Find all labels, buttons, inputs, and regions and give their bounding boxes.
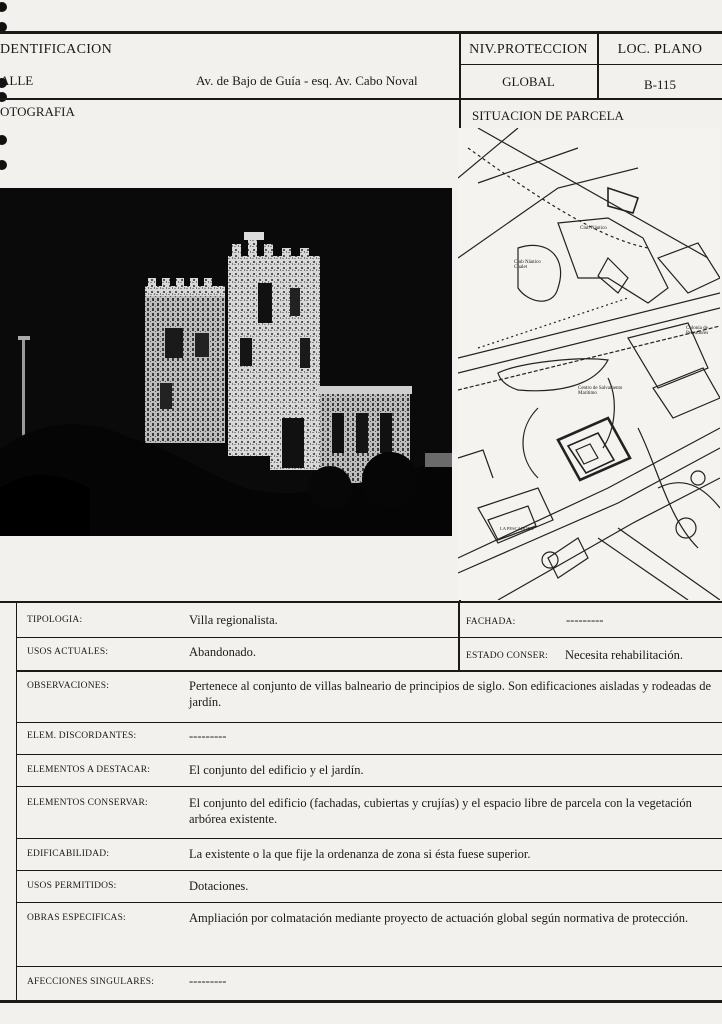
row-rule (16, 637, 722, 638)
header-bottom-rule (0, 98, 722, 100)
elem-discordantes-label: ELEM. DISCORDANTES: (27, 731, 137, 741)
loc-plano-label: LOC. PLANO (617, 42, 703, 57)
loc-plano-value: B-115 (643, 77, 677, 92)
afecciones-singulares-value: --------- (189, 974, 227, 988)
observaciones-value: Pertenece al conjunto de villas balneario de principios de siglo. Son edificaciones aisladas y rodeadas de jardín. (189, 679, 712, 709)
obras-especificas-label: OBRAS ESPECIFICAS: (27, 913, 126, 923)
row-rule (16, 754, 722, 755)
map-label-club-nautico-chalet: Club Náutico Chalet (514, 260, 541, 270)
usos-actuales-label: USOS ACTUALES: (27, 647, 109, 657)
building-photo (0, 188, 452, 536)
niv-proteccion-label: NIV.PROTECCION (469, 42, 588, 57)
calle-label: ALLE (0, 73, 34, 88)
fotografia-label: OTOGRAFIA (0, 104, 75, 119)
binder-ring (0, 160, 7, 170)
elem-discordantes-value: --------- (189, 729, 227, 743)
usos-actuales-value: Abandonado. (189, 645, 256, 659)
rows-left-margin (16, 603, 17, 1001)
binder-ring (0, 92, 7, 102)
tipologia-label: TIPOLOGIA: (27, 615, 83, 625)
obras-especificas-value: Ampliación por colmatación mediante proyecto de actuación global según normativa de protección. (189, 911, 689, 925)
map-label-club-nautico: Club Náutico (580, 226, 607, 231)
elementos-conservar-label: ELEMENTOS CONSERVAR: (27, 798, 148, 808)
afecciones-singulares-label: AFECCIONES SINGULARES: (27, 977, 155, 987)
fachada-value: --------- (566, 613, 604, 627)
binder-ring (0, 2, 7, 12)
estado-conser-label: ESTADO CONSER: (466, 651, 549, 661)
calle-value: Av. de Bajo de Guía - esq. Av. Cabo Noval (196, 73, 418, 88)
header-mid-rule (460, 64, 722, 65)
row-rule (16, 838, 722, 839)
map-label-la-pescadora: LA PESCADORA (500, 526, 534, 531)
row-rule (16, 966, 722, 967)
map-label-centro: Centro de Salvamento Marítimo (578, 386, 623, 396)
binder-ring (0, 135, 7, 145)
edificabilidad-label: EDIFICABILIDAD: (27, 849, 110, 859)
identificacion-label: DENTIFICACION (0, 42, 113, 57)
site-plan-map (458, 128, 720, 600)
usos-permitidos-value: Dotaciones. (189, 879, 249, 893)
row-rule (16, 786, 722, 787)
elementos-destacar-value: El conjunto del edificio y el jardín. (189, 763, 364, 777)
fachada-label: FACHADA: (466, 617, 516, 627)
top-border (0, 31, 722, 34)
elementos-destacar-label: ELEMENTOS A DESTACAR: (27, 765, 151, 775)
building-photo-image (0, 188, 452, 536)
map-label-colonia: Colonia de Pescadores (686, 326, 709, 336)
tipologia-value: Villa regionalista. (189, 613, 278, 627)
site-plan-drawing (458, 128, 720, 600)
usos-permitidos-label: USOS PERMITIDOS: (27, 881, 117, 891)
situacion-label: SITUACION DE PARCELA (472, 108, 624, 123)
row-rule (16, 902, 722, 903)
row-rule (16, 670, 722, 672)
edificabilidad-value: La existente o la que fije la ordenanza de zona si ésta fuese superior. (189, 847, 531, 861)
observaciones-label: OBSERVACIONES: (27, 681, 110, 691)
niv-proteccion-value: GLOBAL (502, 74, 555, 89)
row-rule (16, 870, 722, 871)
elementos-conservar-value: El conjunto del edificio (fachadas, cubiertas y crujías) y el espacio libre de parcela con la vegetación arbórea existente. (189, 796, 692, 826)
bottom-border (0, 1000, 722, 1003)
row-rule (16, 722, 722, 723)
estado-conser-value: Necesita rehabilitación. (565, 648, 683, 662)
rows-top-rule (0, 601, 722, 603)
